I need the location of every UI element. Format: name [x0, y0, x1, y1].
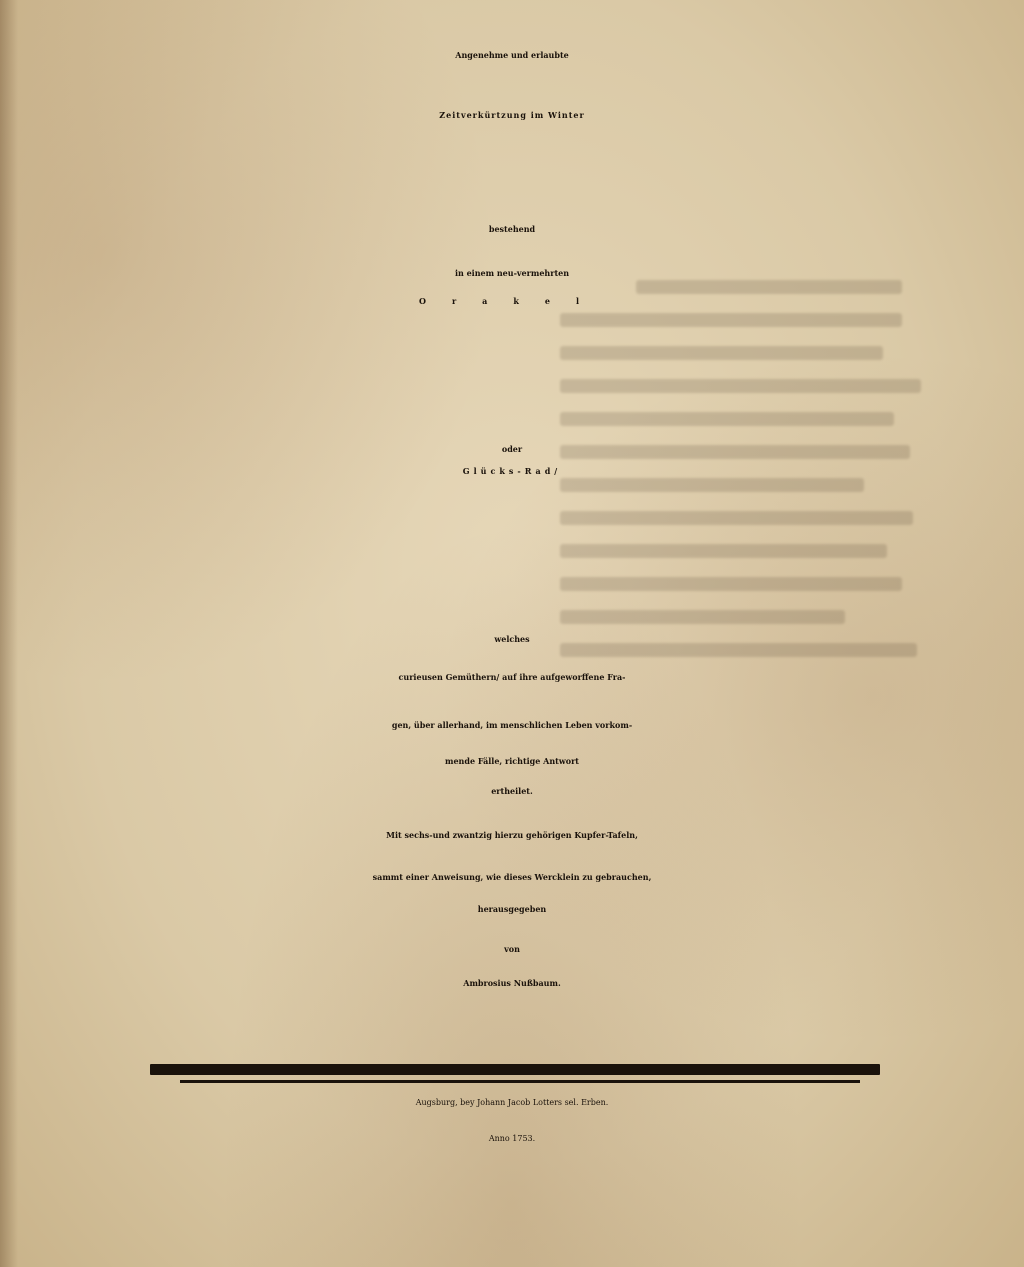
- body-mit-line-2: sammt einer Anweisung, wie dieses Wercklein zu gebrauchen,: [372, 872, 652, 882]
- subtitle-in-einem: in einem neu-vermehrten: [454, 268, 570, 278]
- subtitle-oder: oder: [501, 444, 523, 454]
- imprint-place: Augsburg, bey Johann Jacob Lotters sel. Erben.: [415, 1098, 609, 1107]
- ornamental-rule-thin: [180, 1080, 860, 1083]
- imprint-year: Anno 1753.: [488, 1134, 536, 1143]
- subtitle-bestehend: bestehend: [488, 224, 536, 234]
- subtitle-orakel: Orakel: [418, 296, 606, 306]
- ornamental-rule-thick: [150, 1064, 880, 1075]
- body-line-3: mende Fälle, richtige Antwort: [445, 756, 579, 766]
- subtitle-gluecks-rad: Glücks-Rad/: [462, 466, 562, 476]
- body-mit-line-1: Mit sechs-und zwantzig hierzu gehörigen Kupfer-Tafeln,: [386, 830, 638, 840]
- body-herausgegeben: herausgegeben: [477, 904, 547, 914]
- body-von: von: [504, 944, 520, 954]
- title-line-2: Zeitverkürtzung im Winter: [439, 110, 585, 120]
- author-name: Ambrosius Nußbaum.: [463, 978, 561, 988]
- body-welches: welches: [494, 634, 530, 644]
- body-line-4: ertheilet.: [491, 786, 533, 796]
- body-line-1: curieusen Gemüthern/ auf ihre aufgeworffene Fra-: [398, 672, 626, 682]
- title-line-1: Angenehme und erlaubte: [455, 50, 569, 60]
- body-line-2: gen, über allerhand, im menschlichen Leben vorkom-: [391, 720, 633, 730]
